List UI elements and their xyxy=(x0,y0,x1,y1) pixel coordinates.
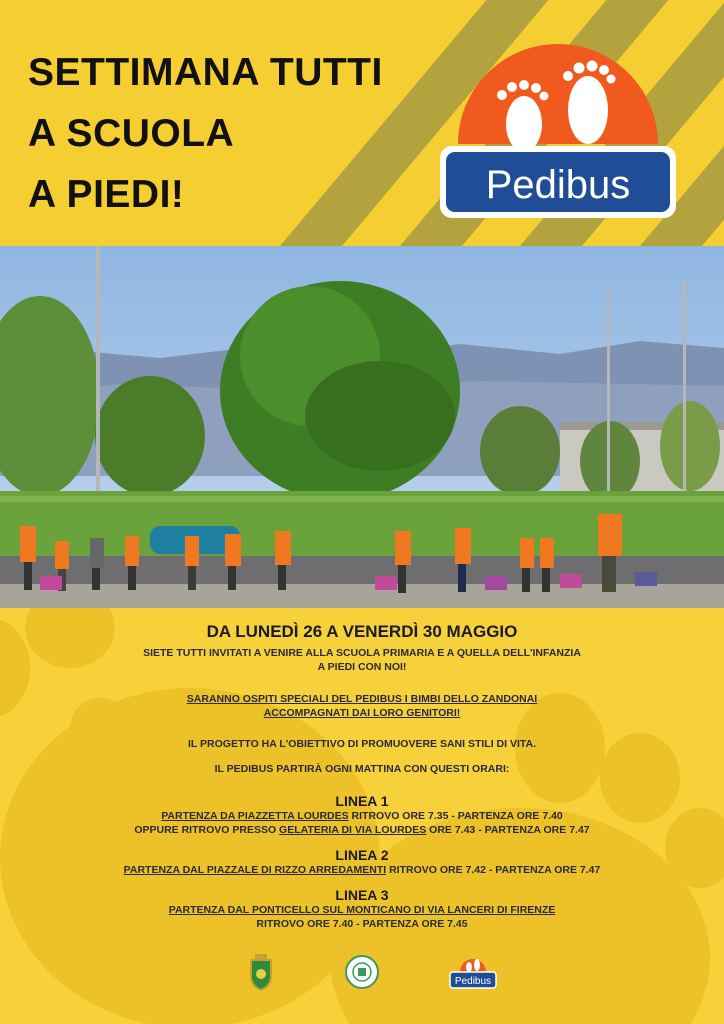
invite-line-1: SIETE TUTTI INVITATI A VENIRE ALLA SCUOLA PRIMARIA E A QUELLA DELL'INFANZIA xyxy=(143,647,581,659)
page-title xyxy=(28,42,383,225)
pedibus-small-logo xyxy=(448,952,498,990)
pedibus-logo xyxy=(436,40,680,222)
line-1-alt-prefix: OPPURE RITROVO PRESSO xyxy=(134,824,280,836)
school-seal-icon xyxy=(344,954,380,990)
title-line-1: SETTIMANA TUTTI xyxy=(28,51,383,94)
line-2-times: RITROVO ORE 7.42 - PARTENZA ORE 7.47 xyxy=(386,864,601,876)
small-logo-text: Pedibus xyxy=(454,976,492,987)
header-banner xyxy=(0,0,724,246)
info-text xyxy=(0,622,724,931)
line-2-title: LINEA 2 xyxy=(335,847,389,863)
line-3-title: LINEA 3 xyxy=(335,887,389,903)
hero-photo xyxy=(0,246,724,608)
line-3-times: RITROVO ORE 7.40 - PARTENZA ORE 7.45 xyxy=(256,918,468,930)
title-line-2: A SCUOLA xyxy=(28,112,235,155)
municipal-crest-icon xyxy=(246,952,276,992)
line-1-alt-times: ORE 7.43 - PARTENZA ORE 7.47 xyxy=(426,824,590,836)
line-1-alt-point: GELATERIA DI VIA LOURDES xyxy=(279,824,427,836)
guests-line-1: SARANNO OSPITI SPECIALI DEL PEDIBUS I BIMBI DELLO ZANDONAI xyxy=(186,693,538,705)
footer-logos xyxy=(0,948,724,998)
line-2-row-1 xyxy=(0,863,724,877)
event-dates: DA LUNEDÌ 26 A VENERDÌ 30 MAGGIO xyxy=(206,622,518,641)
children-walking-photo xyxy=(0,246,724,608)
project-goal: IL PROGETTO HA L'OBIETTIVO DI PROMUOVERE SANI STILI DI VITA. xyxy=(187,738,537,750)
line-3-start-point: PARTENZA DAL PONTICELLO SUL MONTICANO DI VIA LANCERI DI FIRENZE xyxy=(168,904,556,916)
line-1-start-point: PARTENZA DA PIAZZETTA LOURDES xyxy=(161,810,349,822)
line-1-row-2 xyxy=(0,823,724,837)
guests-line-2: ACCOMPAGNATI DAI LORO GENITORI! xyxy=(263,707,461,719)
schedule-intro: IL PEDIBUS PARTIRÀ OGNI MATTINA CON QUESTI ORARI: xyxy=(214,763,510,775)
line-1-row-1 xyxy=(0,809,724,823)
invite-line-2: A PIEDI CON NOI! xyxy=(317,661,407,673)
title-line-3: A PIEDI! xyxy=(28,173,185,216)
line-1-times: RITROVO ORE 7.35 - PARTENZA ORE 7.40 xyxy=(348,810,563,822)
line-2-start-point: PARTENZA DAL PIAZZALE DI RIZZO ARREDAMENTI xyxy=(123,864,387,876)
line-1-title: LINEA 1 xyxy=(335,793,389,809)
logo-text: Pedibus xyxy=(485,163,631,207)
